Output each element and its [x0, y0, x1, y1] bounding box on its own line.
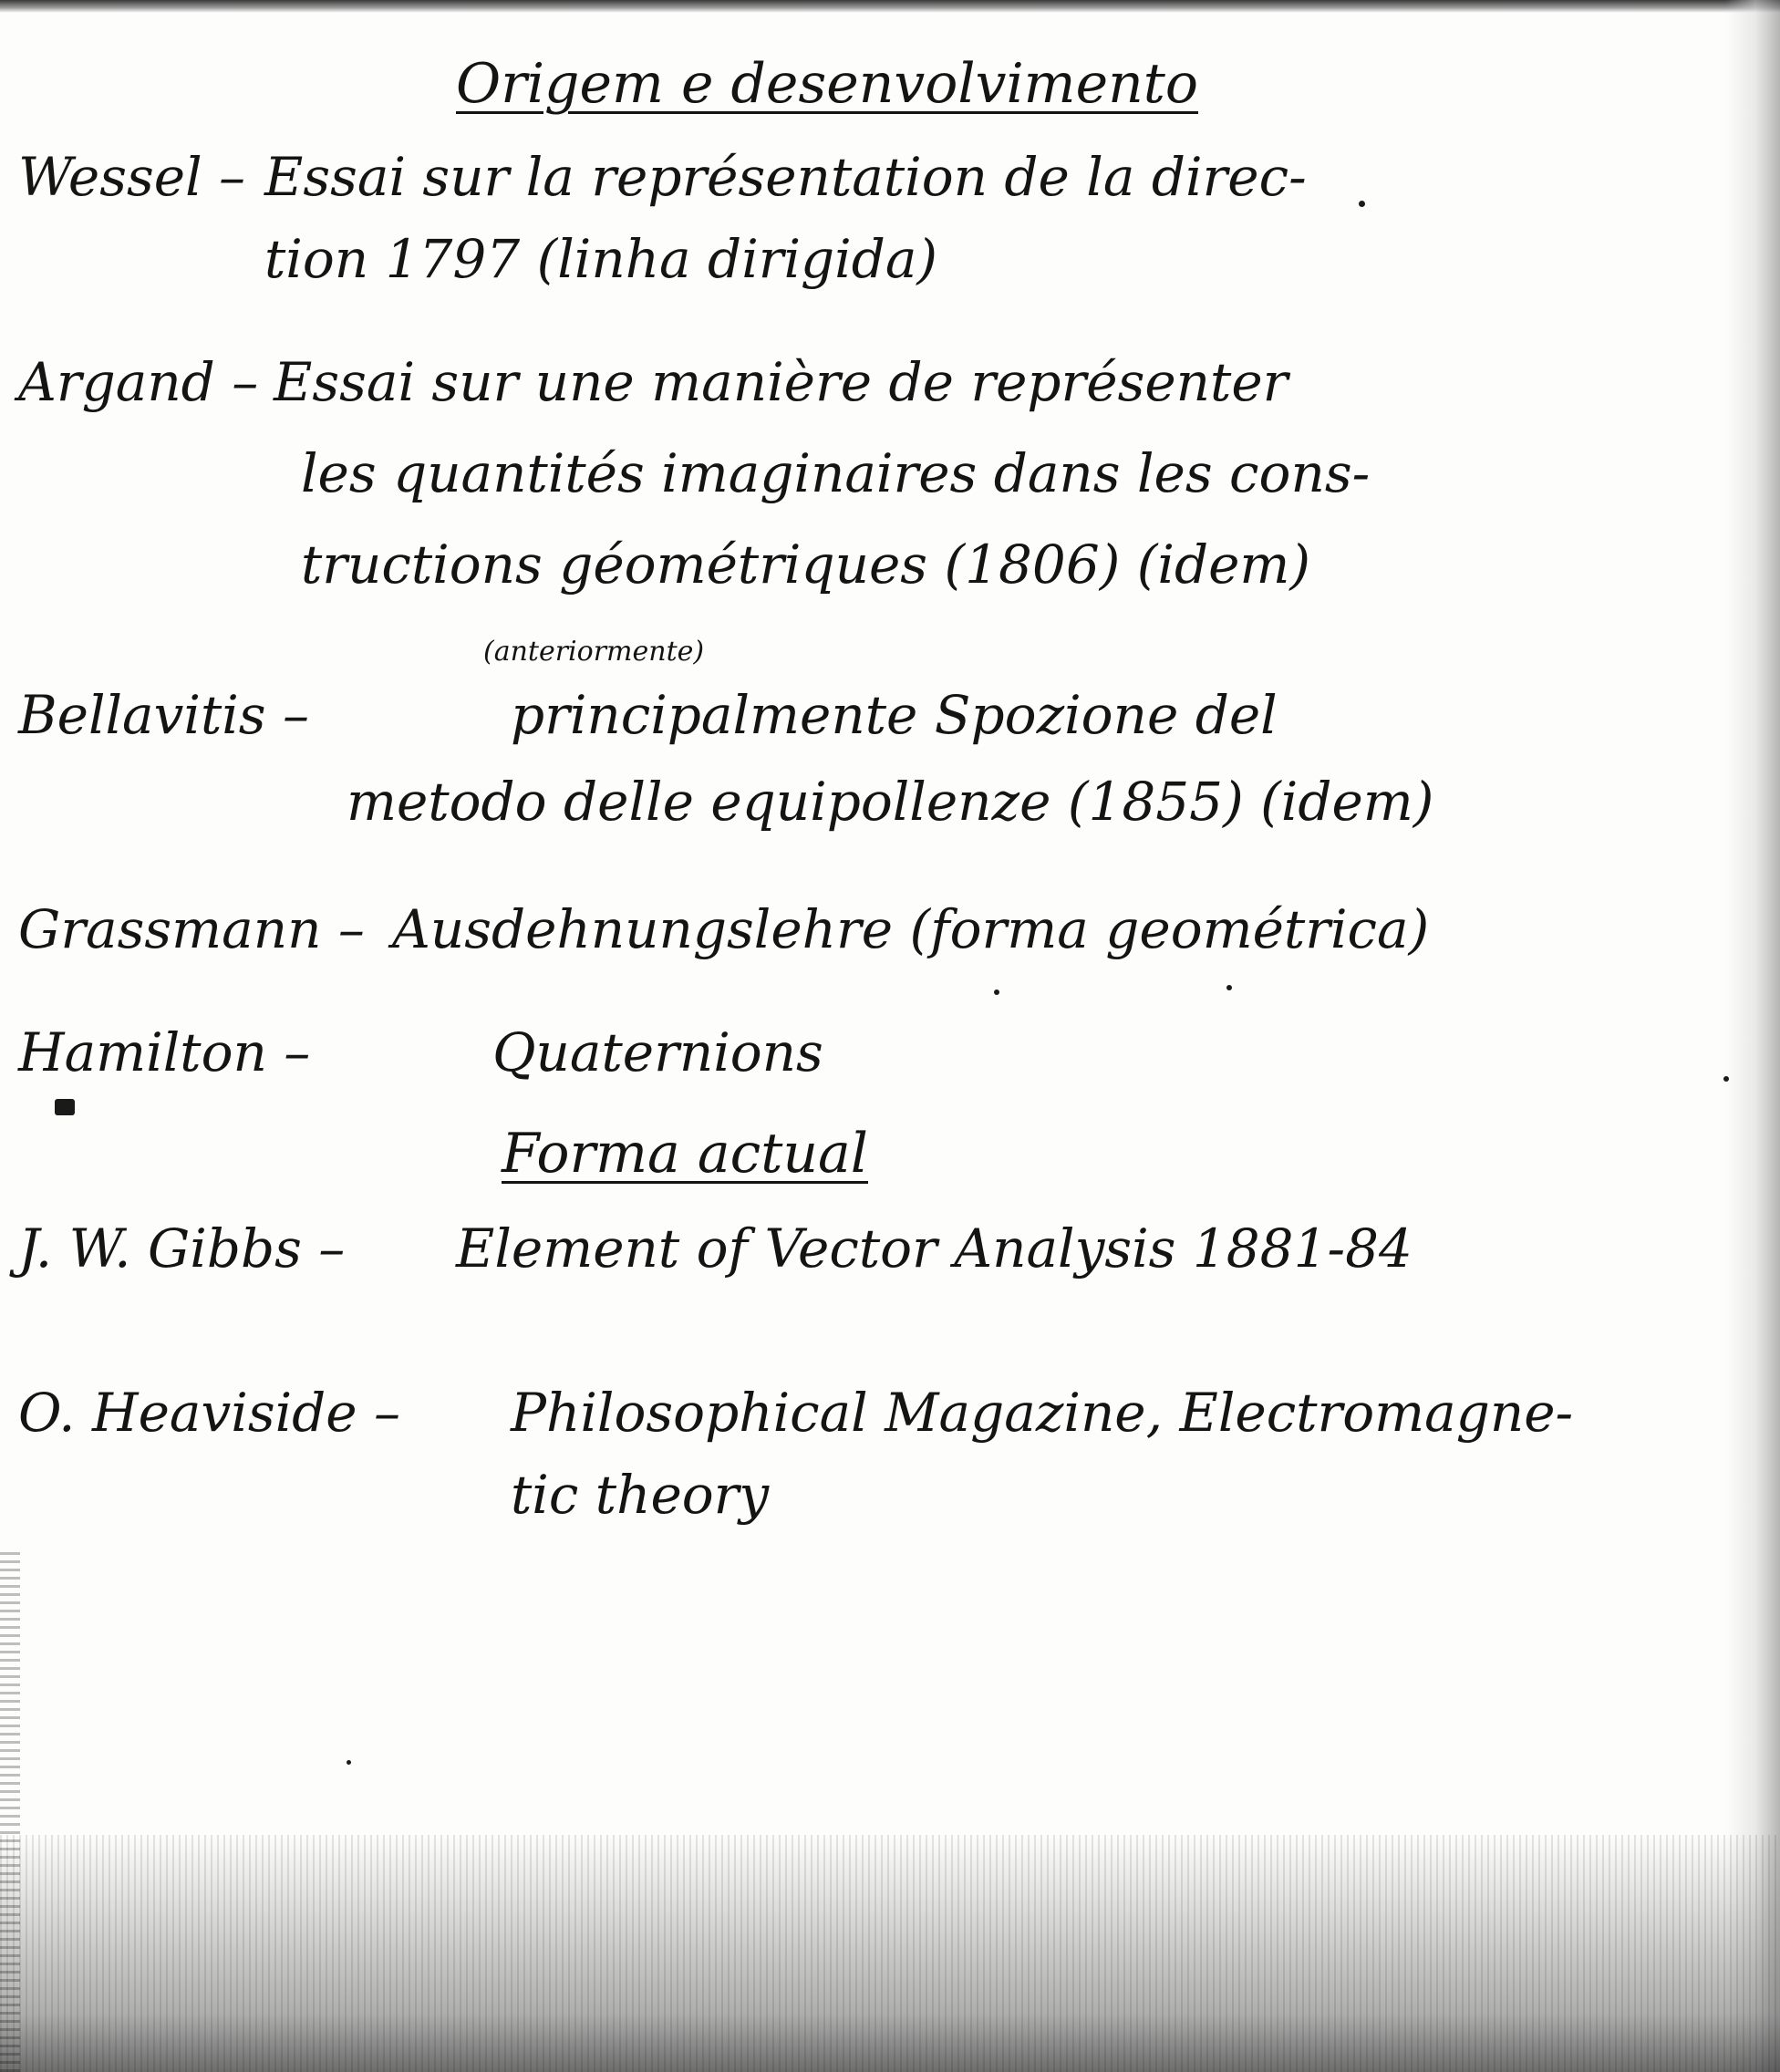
entry-heaviside-author: O. Heaviside – — [18, 1382, 401, 1444]
entry-grassmann-line-1: Ausdehnungslehre (forma geométrica) — [392, 898, 1430, 960]
heading-actual: Forma actual — [502, 1122, 868, 1186]
entry-wessel-author: Wessel – — [18, 146, 246, 208]
scan-speck — [1226, 985, 1232, 990]
scan-noise-bottom — [0, 1835, 1780, 2072]
entry-grassmann-author: Grassmann – — [18, 898, 365, 960]
heading-origin: Origem e desenvolvimento — [456, 52, 1198, 116]
scan-edge-top — [0, 0, 1780, 13]
entry-bellavitis-line-1: principalmente Spozione del — [511, 684, 1278, 746]
entry-argand-author: Argand – — [18, 351, 259, 413]
scan-speck — [1723, 1076, 1729, 1082]
entry-bellavitis-author: Bellavitis – — [18, 684, 310, 746]
entry-bellavitis-line-2: metodo delle equipollenze (1855) (idem) — [347, 771, 1434, 833]
entry-hamilton-line-1: Quaternions — [492, 1021, 823, 1083]
entry-wessel-line-2: tion 1797 (linha dirigida) — [264, 228, 938, 290]
entry-hamilton-author: Hamilton – — [18, 1021, 311, 1083]
entry-heaviside-line-1: Philosophical Magazine, Electromagne- — [511, 1382, 1574, 1444]
entry-argand-line-2: les quantités imaginaires dans les cons- — [301, 442, 1371, 504]
entry-argand-line-1: Essai sur une manière de représenter — [274, 351, 1288, 413]
entry-gibbs-author: J. W. Gibbs – — [18, 1217, 346, 1279]
entry-heaviside-line-2: tic theory — [511, 1464, 770, 1526]
entry-gibbs-line-1: Element of Vector Analysis 1881-84 — [456, 1217, 1413, 1279]
entry-wessel-line-1: Essai sur la représentation de la direc- — [264, 146, 1307, 208]
scan-edge-right — [1725, 0, 1780, 2072]
scan-speck — [1359, 201, 1365, 207]
scan-speck — [347, 1760, 351, 1765]
scan-speck — [55, 1099, 75, 1115]
scan-speck — [994, 989, 999, 995]
scan-noise-left — [0, 1550, 20, 2072]
entry-bellavitis-note: (anteriormente) — [483, 636, 705, 668]
entry-argand-line-3: tructions géométriques (1806) (idem) — [301, 534, 1311, 596]
